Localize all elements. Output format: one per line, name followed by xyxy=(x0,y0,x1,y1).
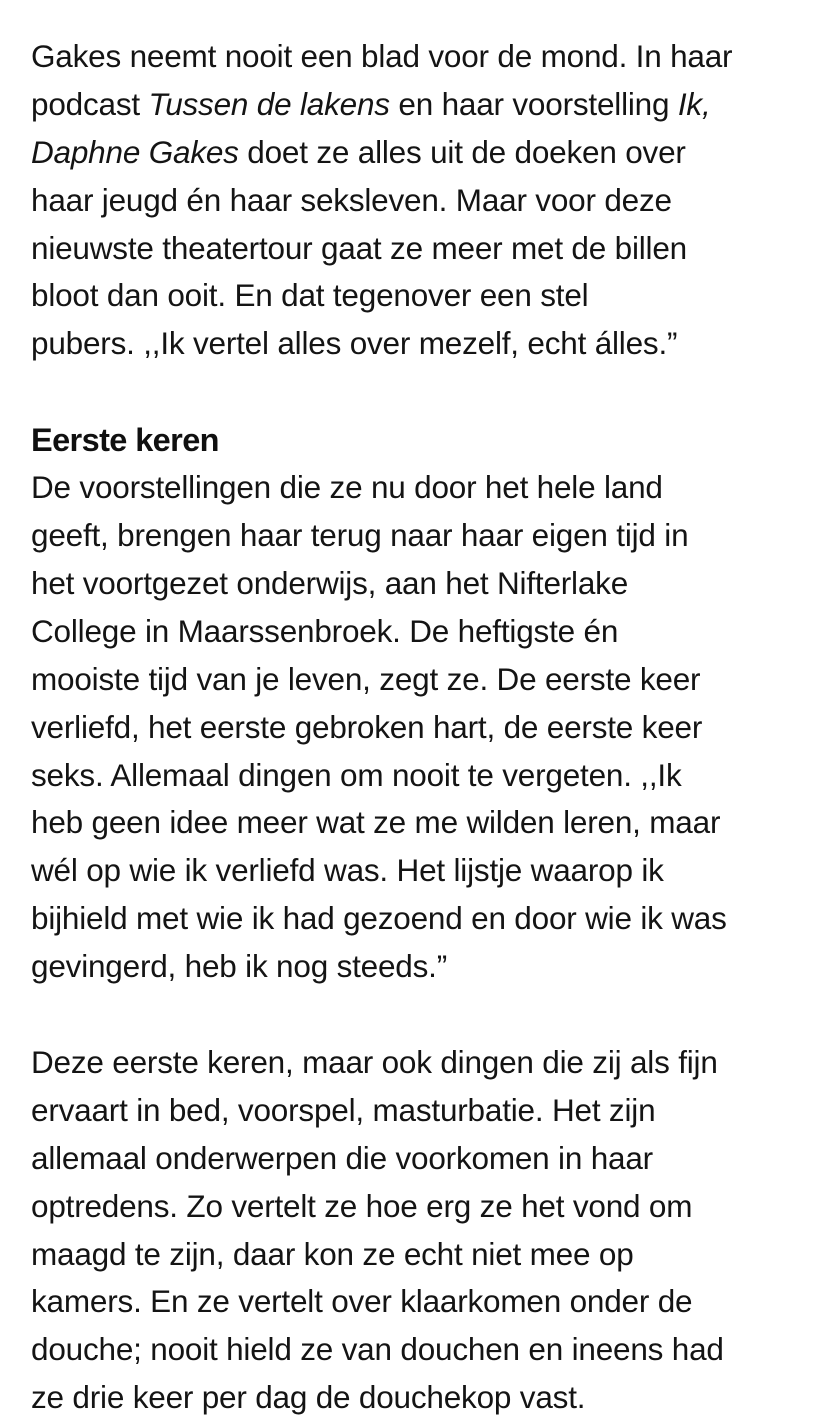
paragraph-spacer xyxy=(31,368,811,416)
text-line: Deze eerste keren, maar ook dingen die zij als fijn xyxy=(31,1044,718,1081)
text-line xyxy=(31,129,811,177)
text-line: optredens. Zo vertelt ze hoe erg ze het vond om xyxy=(31,1187,693,1224)
paragraph-intro xyxy=(31,33,811,368)
text-run: en haar voorstelling xyxy=(389,85,678,122)
text-line: allemaal onderwerpen die voorkomen in haar xyxy=(31,1139,653,1176)
text-line: mooiste tijd van je leven, zegt ze. De eerste keer xyxy=(31,660,701,697)
text-line: gevingerd, heb ik nog steeds.” xyxy=(31,948,448,985)
text-line: haar jeugd én haar seksleven. Maar voor deze xyxy=(31,181,672,218)
podcast-title: Tussen de lakens xyxy=(148,85,390,122)
text-line: geeft, brengen haar terug naar haar eigen tijd in xyxy=(31,517,689,554)
text-line: Gakes neemt nooit een blad voor de mond. In haar xyxy=(31,38,733,74)
text-line: bloot dan ooit. En dat tegenover een stel xyxy=(31,277,589,314)
show-title-part: Ik, xyxy=(677,85,711,122)
section-heading: Eerste keren xyxy=(31,422,219,459)
text-line: douche; nooit hield ze van douchen en ineens had xyxy=(31,1331,724,1368)
text-line: maagd te zijn, daar kon ze echt niet mee op xyxy=(31,1235,634,1272)
text-line: ze drie keer per dag de douchekop vast. xyxy=(31,1379,586,1416)
text-line: kamers. En ze vertelt over klaarkomen onder de xyxy=(31,1283,693,1320)
text-line: nieuwste theatertour gaat ze meer met de billen xyxy=(31,229,687,266)
show-title-part: Daphne Gakes xyxy=(31,133,239,170)
text-line: bijhield met wie ik had gezoend en door wie ik was xyxy=(31,900,727,937)
article-body xyxy=(31,33,811,1422)
text-line: seks. Allemaal dingen om nooit te vergeten. ,,Ik xyxy=(31,756,682,793)
text-line: pubers. ,,Ik vertel alles over mezelf, echt álles.” xyxy=(31,325,678,362)
text-line: het voortgezet onderwijs, aan het Nifterlake xyxy=(31,565,629,602)
text-line xyxy=(31,81,811,129)
text-line: heb geen idee meer wat ze me wilden leren, maar xyxy=(31,804,721,841)
text-line: ervaart in bed, voorspel, masturbatie. Het zijn xyxy=(31,1091,656,1128)
text-run: podcast xyxy=(31,85,149,122)
text-line: De voorstellingen die ze nu door het hele land xyxy=(31,469,663,506)
text-line: College in Maarssenbroek. De heftigste én xyxy=(31,612,619,649)
paragraph-spacer xyxy=(31,991,811,1039)
text-line: wél op wie ik verliefd was. Het lijstje waarop ik xyxy=(31,852,664,889)
paragraph-topics xyxy=(31,1039,811,1422)
text-line: verliefd, het eerste gebroken hart, de eerste keer xyxy=(31,708,703,745)
text-run: doet ze alles uit de doeken over xyxy=(238,133,686,170)
paragraph-first-times xyxy=(31,464,811,991)
